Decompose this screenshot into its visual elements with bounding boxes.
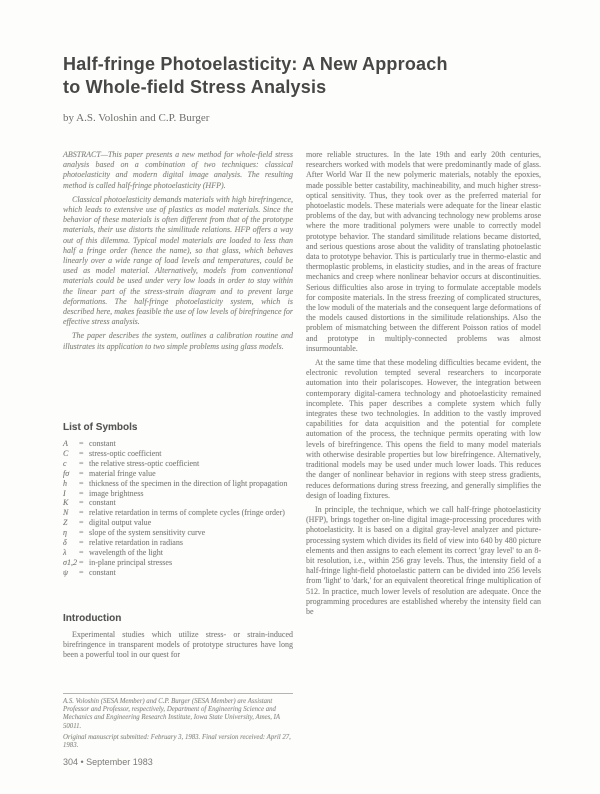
equals-sign: =: [79, 478, 84, 488]
symbol-term: fσ: [63, 468, 70, 478]
two-column-layout: [63, 150, 541, 762]
symbol-term: λ: [63, 547, 67, 557]
byline: by A.S. Voloshin and C.P. Burger: [63, 112, 210, 124]
equals-sign: =: [79, 488, 84, 498]
equals-sign: =: [79, 557, 84, 567]
list-of-symbols-section: [63, 422, 293, 578]
symbol-definition: constant: [89, 498, 116, 508]
equals-sign: =: [79, 448, 84, 458]
right-column: [306, 150, 541, 762]
symbol-definition: constant: [89, 439, 116, 448]
symbol-term: σ1,2: [63, 557, 77, 567]
symbol-definition: the relative stress-optic coefficient: [89, 458, 200, 468]
equals-sign: =: [79, 547, 84, 557]
equals-sign: =: [79, 439, 84, 448]
symbol-definition: constant: [89, 567, 116, 577]
symbol-item: [63, 449, 293, 459]
symbol-item: [63, 558, 293, 568]
abstract-paragraph: The paper describes the system, outlines a calibration routine and illustrates its application to two simple problems using glass models.: [63, 331, 293, 351]
equals-sign: =: [79, 528, 84, 538]
symbol-term: I: [63, 488, 66, 498]
symbol-term: Z: [63, 518, 68, 528]
symbol-term: ψ: [63, 567, 68, 577]
symbol-item: [63, 439, 293, 449]
symbol-item: [63, 459, 293, 469]
symbol-term: h: [63, 478, 67, 488]
body-paragraph: At the same time that these modeling difficulties became evident, the electronic revolution tempted several researchers to incorporate automation into their polariscopes. However, the integration between contemporary digital-camera technology and photoelasticity remained incomplete. This paper describes a complete system which fully integrates these two technologies. In addition to the vastly improved capabilities for data acquisition and the potential for complete automation of the process, the technique permits operating with low levels of birefringence. This opens the field to many model materials with otherwise desirable properties but low birefringence. Alternatively, traditional models may be used under much lower loads. This reduces the danger of nonlinear behavior in regions with steep stress gradients, reduces deformations during stress freezing, and generally simplifies the design of loading fixtures.: [306, 358, 541, 500]
footnote-affiliation: A.S. Voloshin (SESA Member) and C.P. Burger (SESA Member) are Assistant Professor and Professor, respectively, Department of Engineering Science and Mechanics and Engineering Research Institute, Iowa State University, Ames, IA 50011.: [63, 698, 280, 730]
symbol-item: [63, 498, 293, 508]
title-line-1: Half-fringe Photoelasticity: A New Approach: [63, 54, 448, 74]
symbol-item: [63, 568, 293, 578]
symbol-term: δ: [63, 538, 67, 548]
equals-sign: =: [79, 498, 84, 508]
introduction-paragraph: Experimental studies which utilize stress- or strain-induced birefringence in transparent models of prototype structures have long been a powerful tool in our quest for: [63, 630, 293, 660]
symbol-term: C: [63, 448, 69, 458]
symbol-item: [63, 508, 293, 518]
symbol-definition: wavelength of the light: [89, 547, 163, 557]
abstract-paragraph: ABSTRACT—This paper presents a new method for whole-field stress analysis based on a combination of two techniques: classical photoelasticity and modern digital image analysis. The resulting method is called half-fringe photoelasticity (HFP).: [63, 150, 293, 190]
equals-sign: =: [79, 567, 84, 577]
symbol-definition: slope of the system sensitivity curve: [89, 528, 206, 538]
symbol-item: [63, 528, 293, 538]
title-line-2: to Whole-field Stress Analysis: [63, 77, 327, 97]
symbol-term: K: [63, 498, 69, 508]
introduction-section: [63, 613, 293, 665]
introduction-heading: Introduction: [63, 613, 122, 624]
symbol-item: [63, 548, 293, 558]
symbol-item: [63, 479, 293, 489]
page-number-footer: 304 • September 1983: [63, 757, 153, 767]
symbols-heading: List of Symbols: [63, 422, 138, 433]
symbol-definition: material fringe value: [89, 468, 156, 478]
equals-sign: =: [79, 538, 84, 548]
symbol-definition: relative retardation in terms of complete cycles (fringe order): [89, 508, 285, 518]
symbol-item: [63, 489, 293, 499]
symbol-item: [63, 518, 293, 528]
symbol-definition: thickness of the specimen in the direction of light propagation: [89, 478, 288, 488]
symbol-item: [63, 538, 293, 548]
symbol-definition: in-plane principal stresses: [89, 557, 173, 567]
page-title: [63, 53, 543, 99]
body-paragraph: In principle, the technique, which we call half-fringe photoelasticity (HFP), brings together on-line digital image-processing procedures with photoelasticity. It is based on a digital gray-level analyzer and picture-processing system which divides its field of view into 640 by 480 picture elements and then assigns to each element its correct 'gray level' to an 8-bit resolution, i.e., within 256 gray levels. Thus, the intensity field of a half-fringe light-field photoelastic pattern can be divided into 256 levels from 'light' to 'dark,' for an equivalent theoretical fringe multiplication of 512. In practice, much lower levels of resolution are adequate. Once the programming procedures are established whereby the intensity field can be: [306, 504, 541, 616]
equals-sign: =: [79, 518, 84, 528]
abstract-section: [63, 150, 293, 352]
symbol-definition: stress-optic coefficient: [89, 448, 162, 458]
footnote-dates: Original manuscript submitted: February 3, 1983. Final version received: April 27, 1983.: [63, 733, 291, 750]
abstract-paragraph: Classical photoelasticity demands materials with high birefringence, which leads to extensive use of plastics as model materials. Since the behavior of these materials is often different from that of the prototype materials, their use distorts the similitude relations. HFP offers a way out of this dilemma. Typical model materials are loaded to less than half a fringe order (hence the name), so that glass, which behaves linearly over a wide range of load levels and temperatures, could be used as model material. Alternatively, models from conventional materials could be used under very low loads in order to stay within the linear part of the stress-strain diagram and to prevent large deformations. The half-fringe photoelasticity system, which is described here, makes feasible the use of low levels of birefringence for effective stress analysis.: [63, 194, 293, 327]
symbol-term: c: [63, 458, 67, 468]
left-column: [63, 150, 293, 762]
equals-sign: =: [79, 458, 84, 468]
author-footnote: [63, 693, 293, 753]
symbol-term: N: [63, 508, 69, 518]
symbol-definition: image brightness: [89, 488, 144, 498]
body-paragraph: more reliable structures. In the late 19th and early 20th centuries, researchers worked with models that were predominantly made of glass. After World War II the new polymeric materials, notably the epoxies, made possible better castability, machineability, and much higher stress-optical sensitivity. Thus, they took over as the preferred material for photoelastic models. These materials were adequate for the linear elastic problems of the day, but with advancing technology new problems arose where the more traditional polymers were unable to correctly model prototype behavior. The standard similitude relations became distorted, and serious questions arose about the validity of translating photoelastic data to prototype behavior. This is particularly true in thermo-elastic and thermoplastic problems, in elasticity studies, and in the areas of fracture mechanics and creep where nonlinear behavior occurs at discontinuities. Serious difficulties also arose in trying to formulate acceptable models for composite materials. In the stress freezing of complicated structures, the low moduli of the materials and the consequent large deformations of the models caused distortions in the similitude relationships. Also the problem of mismatching between the different Poisson ratios of model and prototype in multiply-connected problems was almost insurmountable.: [306, 150, 541, 353]
symbol-term: η: [63, 528, 67, 538]
symbol-definition: digital output value: [89, 518, 152, 528]
symbol-term: A: [63, 439, 68, 448]
equals-sign: =: [79, 468, 84, 478]
symbol-item: [63, 469, 293, 479]
equals-sign: =: [79, 508, 84, 518]
symbol-definition: relative retardation in radians: [89, 538, 183, 548]
